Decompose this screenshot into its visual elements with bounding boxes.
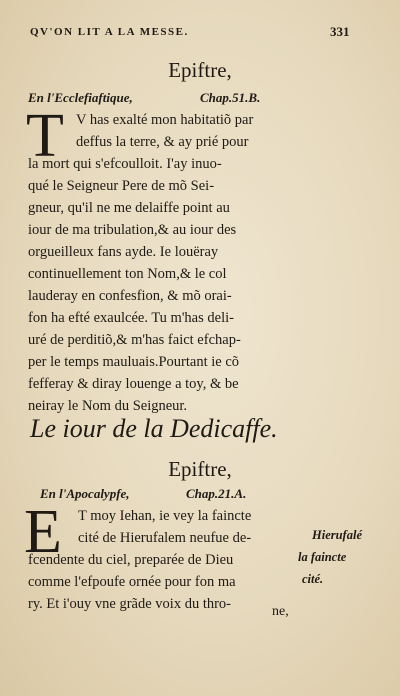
text-line: neiray le Nom du Seigneur. xyxy=(28,398,188,414)
text-line: fcendente du ciel, preparée de Dieu xyxy=(28,552,234,568)
text-line: la mort qui s'efcoulloit. I'ay inuo- xyxy=(28,156,222,172)
text-line: gneur, qu'il ne me delaiffe point au xyxy=(28,200,230,216)
catchword: ne, xyxy=(272,604,289,619)
epistle-title: Epiftre, xyxy=(168,58,232,82)
text-line: cité de Hierufalem neufue de- xyxy=(78,530,252,546)
running-head: QV'ON LIT A LA MESSE. xyxy=(30,26,189,38)
text-line: ry. Et i'ouy vne grãde voix du thro- xyxy=(28,596,232,612)
margin-note: cité. xyxy=(302,572,324,586)
text-line: per le temps mauluais.Pourtant ie cõ xyxy=(28,354,240,370)
text-line: iour de ma tribulation,& au iour des xyxy=(28,222,237,238)
text-line: deffus la terre, & ay prié pour xyxy=(76,134,249,150)
text-line: comme l'efpoufe ornée pour fon ma xyxy=(28,574,236,590)
epistle-chapter: Chap.51.B. xyxy=(200,90,261,105)
drop-cap-t: T xyxy=(26,102,64,170)
margin-note: Hierufalé xyxy=(312,528,362,542)
text-line: T moy Iehan, ie vey la faincte xyxy=(78,508,252,524)
text-line: orgueilleux fans ayde. Ie louëray xyxy=(28,244,219,260)
text-line: fon ha efté exaulcée. Tu m'has deli- xyxy=(28,310,234,326)
drop-cap-e: E xyxy=(24,498,62,566)
text-line: uré de perditiõ,& m'has faict efchap- xyxy=(28,332,241,348)
epistle-title: Epiftre, xyxy=(168,457,232,481)
text-line: continuellement ton Nom,& le col xyxy=(28,266,227,282)
section-heading: Le iour de la Dedicaffe. xyxy=(30,414,278,443)
epistle-source: En l'Ecclefiaftique, xyxy=(28,90,133,105)
text-line: qué le Seigneur Pere de mõ Sei- xyxy=(28,178,215,194)
text-line: V has exalté mon habitatiõ par xyxy=(76,112,254,128)
margin-note: la faincte xyxy=(298,550,347,564)
text-line: fefferay & diray louenge a toy, & be xyxy=(28,376,239,392)
page-number: 331 xyxy=(330,24,350,39)
epistle-chapter: Chap.21.A. xyxy=(186,486,247,501)
epistle-source: En l'Apocalypfe, xyxy=(40,486,130,501)
text-line: lauderay en confesfion, & mõ orai- xyxy=(28,288,232,304)
